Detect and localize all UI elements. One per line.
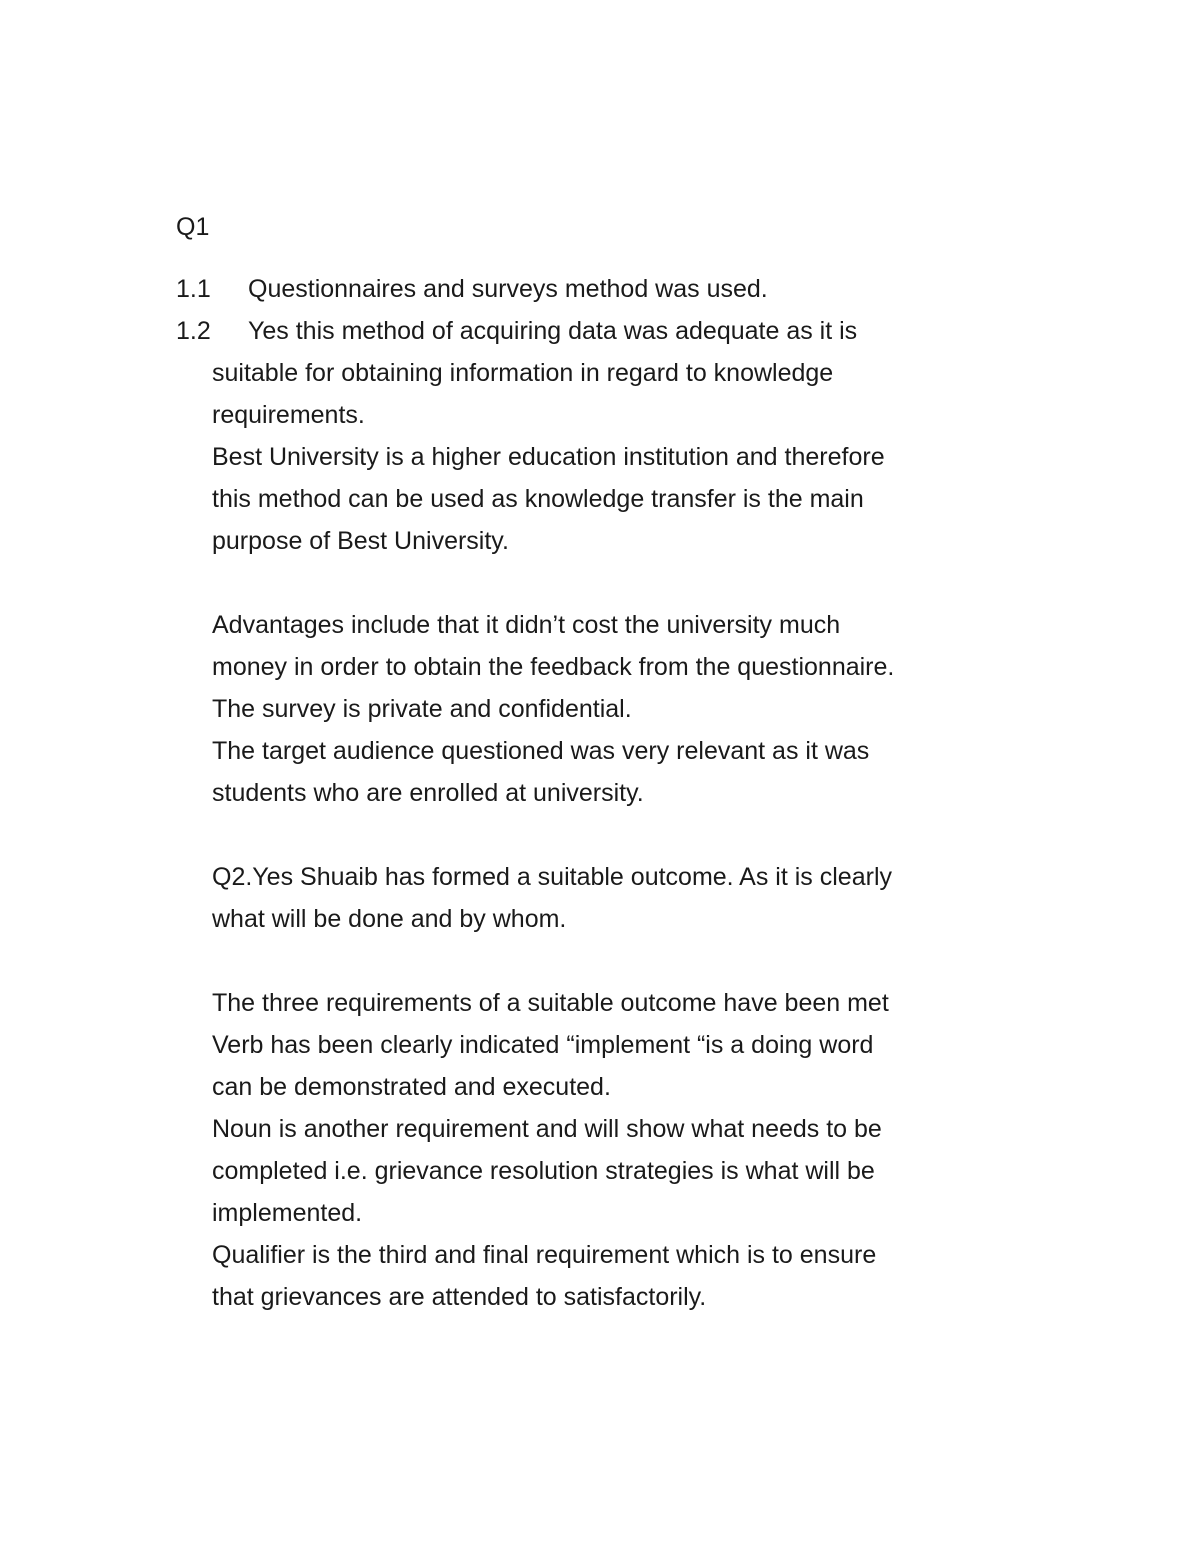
text-line: completed i.e. grievance resolution strategies is what will be [212,1157,875,1185]
item-1-2-line3: requirements. [212,401,365,429]
text-line: implemented. [212,1199,363,1227]
text-line: Best University is a higher education institution and therefore [212,443,885,471]
paragraph-advantages [176,604,1036,814]
item-1-1 [176,268,1036,310]
text-line: money in order to obtain the feedback from the questionnaire. [212,653,895,681]
text-line: can be demonstrated and executed. [212,1073,611,1101]
q1-heading: Q1 [176,213,210,241]
text-line: Qualifier is the third and final requirement which is to ensure [212,1241,877,1269]
text-line: Noun is another requirement and will show what needs to be [212,1115,882,1143]
item-1-1-text: Questionnaires and surveys method was used. [248,275,768,303]
text-line: this method can be used as knowledge transfer is the main [212,485,864,513]
paragraph-q2 [176,856,1036,940]
item-1-2 [176,310,1036,436]
text-line: Advantages include that it didn’t cost the university much [212,611,841,639]
item-1-2-line2: suitable for obtaining information in regard to knowledge [212,359,834,387]
item-1-2-line1: Yes this method of acquiring data was adequate as it is [248,317,858,345]
text-line: Verb has been clearly indicated “implement “is a doing word [212,1031,874,1059]
item-1-1-number: 1.1 [176,275,211,303]
text-line: The survey is private and confidential. [212,695,632,723]
paragraph-requirements [176,982,1036,1318]
text-line: that grievances are attended to satisfactorily. [212,1283,707,1311]
text-line: purpose of Best University. [212,527,509,555]
document-body [176,206,1036,1318]
text-line: students who are enrolled at university. [212,779,644,807]
text-line: Q2.Yes Shuaib has formed a suitable outcome. As it is clearly [212,863,892,891]
item-1-2-number: 1.2 [176,317,211,345]
text-line: what will be done and by whom. [212,905,567,933]
text-line: The target audience questioned was very relevant as it was [212,737,870,765]
text-line: The three requirements of a suitable outcome have been met [212,989,889,1017]
paragraph-best-university [176,436,1036,562]
